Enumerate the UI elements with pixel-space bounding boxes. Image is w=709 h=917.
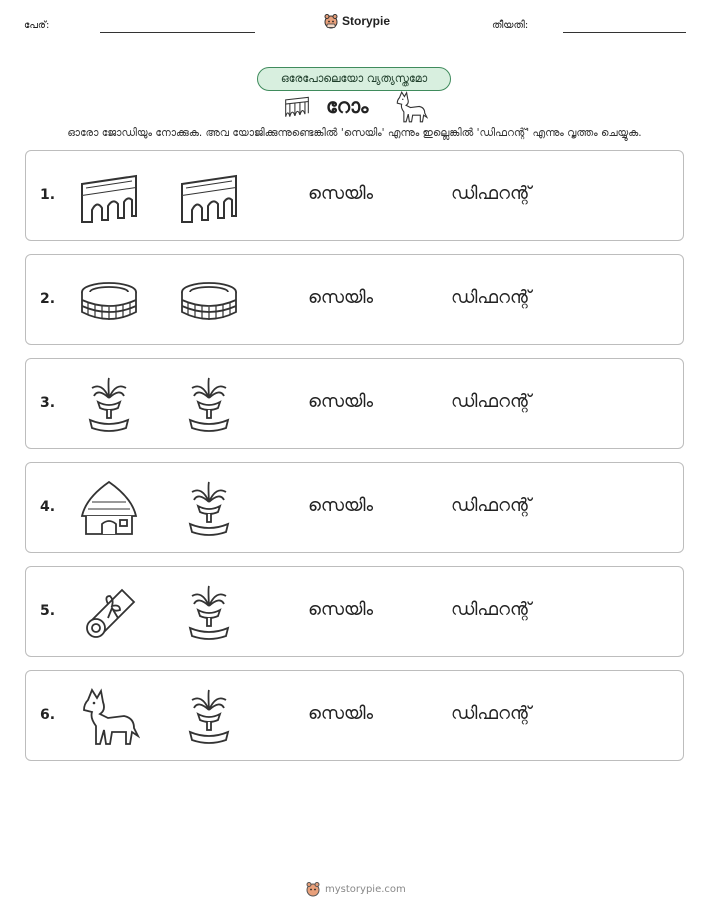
question-number: 4. [40,499,56,515]
different-option[interactable]: ഡിഫറന്റ് [451,703,532,724]
different-option[interactable]: ഡിഫറന്റ് [451,495,532,516]
question-row-2 [25,254,684,345]
hut-icon [78,478,140,540]
scroll-icon [78,582,140,644]
same-option[interactable]: സെയിം [308,183,374,204]
same-option[interactable]: സെയിം [308,495,374,516]
brand-name: Storypie [342,14,391,28]
name-line[interactable] [100,32,255,33]
question-row-1 [25,150,684,241]
brand-logo [324,13,390,29]
same-option[interactable]: സെയിം [308,287,374,308]
question-row-6 [25,670,684,761]
colosseum-icon [178,270,240,332]
question-number: 3. [40,395,56,411]
page-title: റോം [326,94,369,118]
storypie-mascot-icon [324,13,338,29]
name-label: പേര്: [24,20,50,31]
same-option[interactable]: സെയിം [308,599,374,620]
wolf-icon [394,90,428,124]
date-label: തീയതി: [492,20,529,31]
question-row-4 [25,462,684,553]
footer [306,881,406,897]
colosseum-icon [78,270,140,332]
same-option[interactable]: സെയിം [308,391,374,412]
fountain-icon [78,374,140,436]
question-number: 5. [40,603,56,619]
question-number: 2. [40,291,56,307]
different-option[interactable]: ഡിഫറന്റ് [451,599,532,620]
question-row-5 [25,566,684,657]
storypie-mascot-icon [306,881,320,897]
different-option[interactable]: ഡിഫറന്റ് [451,287,532,308]
question-row-3 [25,358,684,449]
fountain-icon [178,478,240,540]
footer-site[interactable]: mystorypie.com [325,883,406,895]
date-line[interactable] [563,32,686,33]
fountain-icon [178,686,240,748]
question-number: 1. [40,187,56,203]
instructions: ഓരോ ജോഡിയും നോക്കുക. അവ യോജിക്കുന്നുണ്ടെങ്കിൽ 'സെയിം' എന്നും ഇല്ലെങ്കിൽ 'ഡിഫറന്റ്' എന്നും വൃത്തം ചെയ്യുക. [67,127,642,139]
question-number: 6. [40,707,56,723]
aqueduct-icon [78,166,140,228]
fountain-icon [178,582,240,644]
wolf-icon [78,686,140,748]
fountain-icon [178,374,240,436]
different-option[interactable]: ഡിഫറന്റ് [451,391,532,412]
category-badge: ഒരേപോലെയോ വ്യത്യസ്തമോ [257,67,451,91]
title-row [280,92,430,124]
aqueduct-icon [280,94,314,120]
different-option[interactable]: ഡിഫറന്റ് [451,183,532,204]
aqueduct-icon [178,166,240,228]
same-option[interactable]: സെയിം [308,703,374,724]
